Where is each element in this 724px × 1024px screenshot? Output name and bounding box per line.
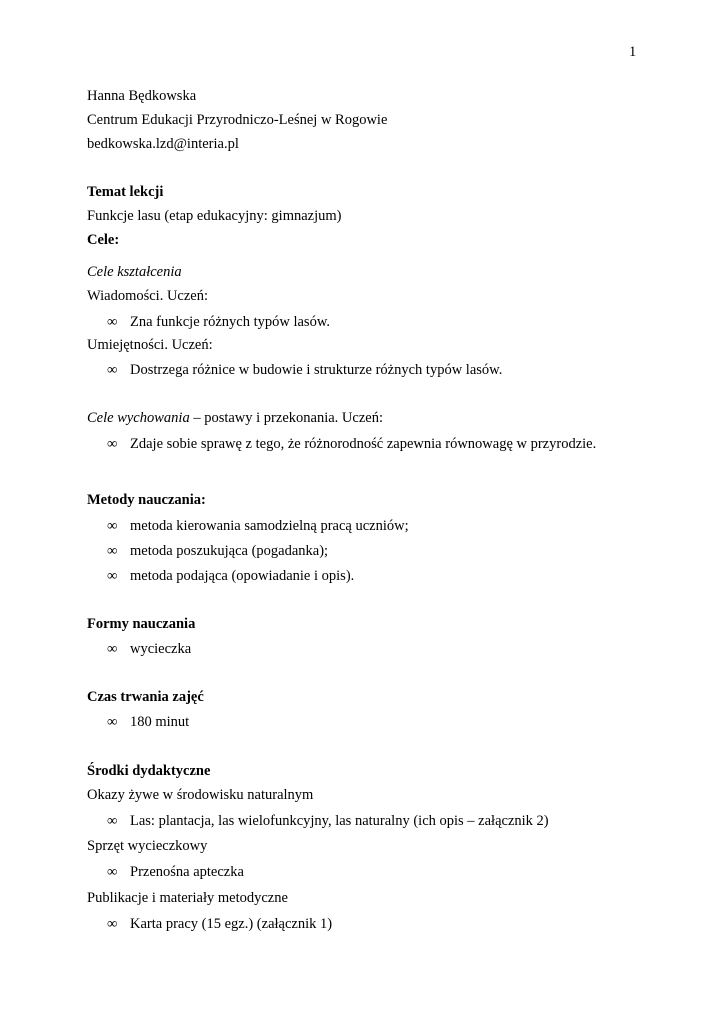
upbringing-goals-line — [87, 409, 383, 427]
bullet-icon: ∞ — [107, 641, 118, 657]
list-item — [107, 640, 191, 658]
knowledge-label: Wiadomości. Uczeń: — [87, 288, 209, 304]
upbringing-goals-rest: – postawy i przekonania. Uczeń: — [189, 410, 383, 426]
bullet-icon: ∞ — [107, 436, 118, 452]
bullet-icon: ∞ — [107, 518, 118, 534]
author-institution: Centrum Edukacji Przyrodniczo-Leśnej w Rogowie — [87, 112, 388, 128]
living-specimens-label: Okazy żywe w środowisku naturalnym — [87, 787, 314, 803]
author-name: Hanna Będkowska — [87, 88, 197, 104]
list-item — [107, 542, 328, 560]
page-number: 1 — [629, 44, 637, 60]
upbringing-goals-heading: Cele wychowania — [87, 410, 190, 426]
list-item — [107, 313, 330, 331]
equipment-item: Przenośna apteczka — [130, 864, 244, 880]
bullet-icon: ∞ — [107, 714, 118, 730]
form-item: wycieczka — [130, 641, 192, 657]
topic-heading: Temat lekcji — [87, 184, 164, 200]
author-email: bedkowska.lzd@interia.pl — [87, 136, 239, 152]
methods-heading: Metody nauczania: — [87, 492, 206, 508]
living-item: Las: plantacja, las wielofunkcyjny, las naturalny (ich opis – załącznik 2) — [130, 813, 549, 829]
publication-item: Karta pracy (15 egz.) (załącznik 1) — [130, 916, 333, 932]
skills-label: Umiejętności. Uczeń: — [87, 337, 213, 353]
skills-item: Dostrzega różnice w budowie i strukturze różnych typów lasów. — [130, 362, 503, 378]
method-item: metoda kierowania samodzielną pracą uczniów; — [130, 518, 409, 534]
list-item — [107, 361, 502, 379]
bullet-icon: ∞ — [107, 362, 118, 378]
bullet-icon: ∞ — [107, 543, 118, 559]
method-item: metoda podająca (opowiadanie i opis). — [130, 568, 355, 584]
forms-heading: Formy nauczania — [87, 616, 196, 632]
list-item — [107, 915, 332, 933]
upbringing-item: Zdaje sobie sprawę z tego, że różnorodność zapewnia równowagę w przyrodzie. — [130, 436, 597, 452]
bullet-icon: ∞ — [107, 864, 118, 880]
duration-item: 180 minut — [130, 714, 190, 730]
duration-heading: Czas trwania zajęć — [87, 689, 204, 705]
list-item — [107, 517, 409, 535]
list-item — [107, 567, 354, 585]
list-item — [107, 863, 244, 881]
bullet-icon: ∞ — [107, 916, 118, 932]
resources-heading: Środki dydaktyczne — [87, 763, 211, 779]
bullet-icon: ∞ — [107, 568, 118, 584]
publications-label: Publikacje i materiały metodyczne — [87, 890, 288, 906]
educational-goals-heading: Cele kształcenia — [87, 264, 182, 280]
list-item — [107, 713, 189, 731]
list-item — [107, 435, 596, 453]
bullet-icon: ∞ — [107, 314, 118, 330]
equipment-label: Sprzęt wycieczkowy — [87, 838, 208, 854]
list-item — [107, 812, 549, 830]
bullet-icon: ∞ — [107, 813, 118, 829]
goals-heading: Cele: — [87, 232, 120, 248]
method-item: metoda poszukująca (pogadanka); — [130, 543, 329, 559]
topic-text: Funkcje lasu (etap edukacyjny: gimnazjum) — [87, 208, 342, 224]
knowledge-item: Zna funkcje różnych typów lasów. — [130, 314, 330, 330]
